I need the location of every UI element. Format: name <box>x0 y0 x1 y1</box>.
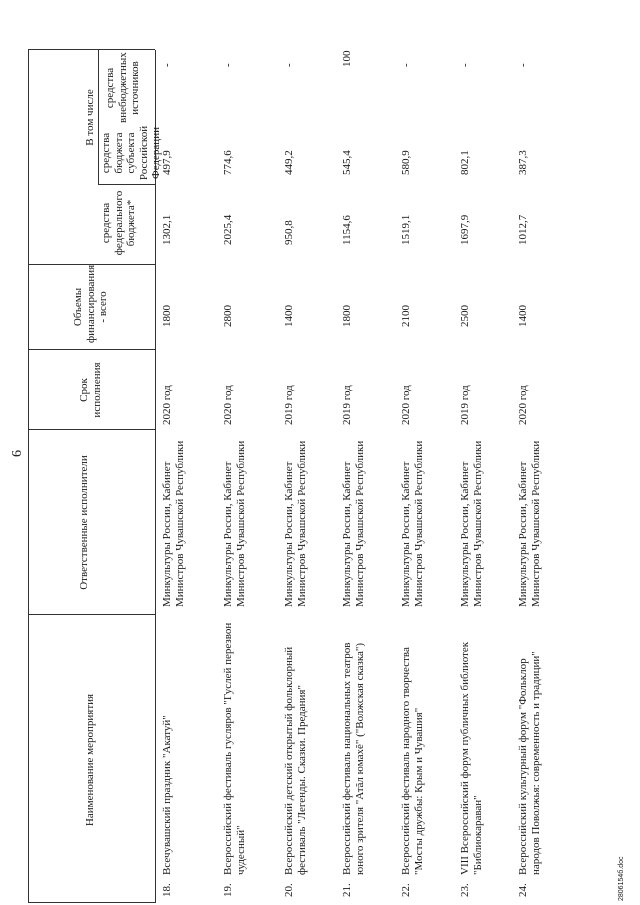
header-term: Срок исполнения <box>78 362 103 418</box>
cell-extra: 100 <box>341 50 353 67</box>
header-federal: средства федерального бюджета* <box>100 190 137 256</box>
cell-total: 1400 <box>283 305 295 327</box>
cell-name: Всероссийский фестиваль гусляров "Гуслей перезвон чудесный" <box>222 622 247 875</box>
header-name: Наименование мероприятия <box>84 693 96 827</box>
row-number: 21. <box>341 883 353 897</box>
cell-subject: 802,1 <box>459 150 471 175</box>
header-including: В том числе <box>84 89 96 146</box>
cell-extra: - <box>283 63 295 67</box>
col-border-2 <box>28 429 155 430</box>
cell-total: 2500 <box>459 305 471 327</box>
header-subject: средства бюджета субъекта Российской Федерации <box>100 125 162 181</box>
cell-name: Всечувашский праздник "Акатуй" <box>161 715 173 875</box>
cell-subject: 774,6 <box>222 150 234 175</box>
footer-filename: 2806154б.doc <box>618 856 625 901</box>
cell-term: 2020 год <box>400 385 412 425</box>
cell-total: 1800 <box>161 305 173 327</box>
row-number: 24. <box>517 883 529 897</box>
cell-federal: 1154,6 <box>341 215 353 245</box>
cell-name: VIII Всероссийский форум публичных библиотек "Библиокараван" <box>459 641 484 875</box>
header-extra: средства внебюджетных источников <box>104 52 141 123</box>
cell-term: 2019 год <box>459 385 471 425</box>
cell-term: 2020 год <box>222 385 234 425</box>
col-border-6 <box>28 49 155 50</box>
cell-extra: - <box>400 63 412 67</box>
row-number: 22. <box>400 883 412 897</box>
header-total: Объемы финансирования - всего <box>72 264 109 343</box>
col-border-3 <box>28 349 155 350</box>
col-border-left <box>28 902 155 903</box>
cell-responsible: Минкультуры России, Кабинет Министров Чувашской Республики <box>283 440 308 607</box>
row-number: 23. <box>459 883 471 897</box>
cell-federal: 2025,4 <box>222 214 234 245</box>
cell-term: 2019 год <box>283 385 295 425</box>
cell-federal: 950,8 <box>283 220 295 245</box>
header-responsible: Ответственные исполнители <box>78 455 90 590</box>
cell-subject: 387,3 <box>517 150 529 175</box>
cell-total: 2800 <box>222 305 234 327</box>
cell-extra: - <box>459 63 471 67</box>
cell-subject: 497,9 <box>161 150 173 175</box>
cell-subject: 580,9 <box>400 150 412 175</box>
cell-term: 2020 год <box>517 385 529 425</box>
cell-name: Всероссийский детский открытый фольклорный фестиваль "Легенды. Сказки. Предания" <box>283 646 308 875</box>
cell-extra: - <box>517 63 529 67</box>
row-number: 18. <box>161 883 173 897</box>
cell-extra: - <box>222 63 234 67</box>
cell-responsible: Минкультуры России, Кабинет Министров Чувашской Республики <box>341 440 366 607</box>
cell-responsible: Минкультуры России, Кабинет Министров Чувашской Республики <box>459 440 484 607</box>
cell-federal: 1012,7 <box>517 214 529 245</box>
cell-extra: - <box>161 63 173 67</box>
cell-total: 2100 <box>400 305 412 327</box>
cell-responsible: Минкультуры России, Кабинет Министров Чувашской Республики <box>400 440 425 607</box>
cell-subject: 449,2 <box>283 150 295 175</box>
cell-total: 1400 <box>517 305 529 327</box>
col-border-1 <box>28 614 155 615</box>
cell-subject: 545,4 <box>341 150 353 175</box>
cell-federal: 1697,9 <box>459 214 471 245</box>
cell-responsible: Минкультуры России, Кабинет Министров Чувашской Республики <box>222 440 247 607</box>
cell-total: 1800 <box>341 305 353 327</box>
col-border-5 <box>98 184 155 185</box>
cell-name: Всероссийский фестиваль народного творчества "Мосты дружбы: Крым и Чувашия" <box>400 647 425 875</box>
row-number: 20. <box>283 883 295 897</box>
cell-federal: 1302,1 <box>161 214 173 245</box>
cell-term: 2020 год <box>161 385 173 425</box>
table-top-border <box>28 50 29 903</box>
cell-name: Всероссийский фестиваль национальных театров юного зрителя "Атăл юмахĕ" ("Волжская сказка") <box>341 642 366 875</box>
cell-name: Всероссийский культурный форум "Фольклор народов Поволжья: современность и традиции" <box>517 651 542 875</box>
cell-term: 2019 год <box>341 385 353 425</box>
cell-federal: 1519,1 <box>400 214 412 245</box>
page-number: 6 <box>10 450 25 457</box>
cell-responsible: Минкультуры России, Кабинет Министров Чувашской Республики <box>161 440 186 607</box>
row-number: 19. <box>222 883 234 897</box>
including-divider <box>98 50 99 185</box>
cell-responsible: Минкультуры России, Кабинет Министров Чувашской Республики <box>517 440 542 607</box>
